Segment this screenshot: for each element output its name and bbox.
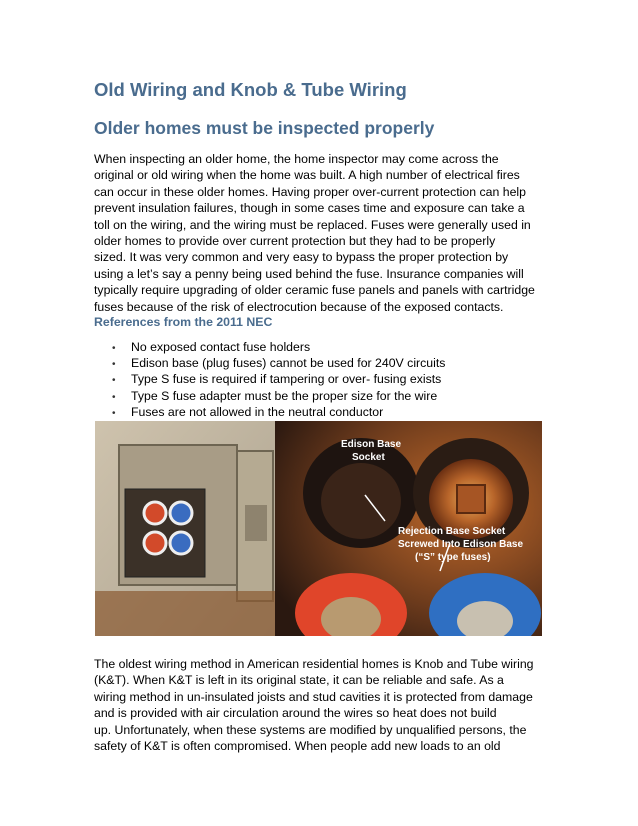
intro-paragraph [94,151,554,315]
list-item [112,339,445,355]
body-line: wiring method in un-insulated joists and stud cavities it is protected from damage [94,689,533,704]
list-item [112,371,445,387]
body-line: safety of K&T is often compromised. When people add new loads to an old [94,738,501,753]
rejection-base-label-line1: Rejection Base Socket [398,526,506,537]
list-item-text: Fuses are not allowed in the neutral conductor [131,404,384,419]
intro-line: typically require upgrading of older ceramic fuse panels and panels with cartridge [94,283,535,298]
list-item-text: Type S fuse adapter must be the proper size for the wire [131,388,438,403]
references-heading: References from the 2011 NEC [94,315,273,329]
intro-line: toll on the wiring, and the wiring must be replaced. Fuses were generally used in [94,217,531,232]
list-item [112,355,445,371]
edison-base-label-line1: Edison Base [341,439,402,450]
list-item-text: No exposed contact fuse holders [131,340,311,354]
references-list [112,339,445,420]
body-line: (K&T). When K&T is left in its original state, it can be reliable and safe. As a [94,673,504,688]
list-item [112,388,445,404]
intro-line: using a let’s say a penny being used behind the fuse. Insurance companies will [94,266,524,281]
body-line: and is provided with air circulation around the wires so heat does not build [94,706,497,721]
fuse-panel-photo [95,421,542,636]
page-title: Old Wiring and Knob & Tube Wiring [94,79,407,100]
list-item-text: Type S fuse is required if tampering or over- fusing exists [131,372,442,387]
list-item [112,404,445,420]
body-line: up. Unfortunately, when these systems are modified by unqualified persons, the [94,722,527,737]
edison-base-label-line2: Socket [352,452,385,463]
list-item-text: Edison base (plug fuses) cannot be used for 240V circuits [131,356,446,371]
intro-line: When inspecting an older home, the home inspector may come across the [94,152,499,166]
intro-line: sized. It was very common and very easy to bypass the proper protection by [94,250,509,265]
intro-line: prevent insulation failures, though in some cases time and exposure can take a [94,201,525,216]
bullet-icon: • [112,359,116,371]
bullet-icon: • [112,391,116,403]
intro-line: can occur in these older homes. Having proper over-current protection can help [94,184,526,199]
fuse-panel-left [95,421,275,636]
intro-line: older homes to provide over current protection but they had to be properly [94,233,496,248]
rejection-base-label-line3: (“S” type fuses) [415,552,491,563]
intro-line: fuses because of the risk of electrocution because of the exposed contacts. [94,299,504,314]
body-line: The oldest wiring method in American residential homes is Knob and Tube wiring [94,657,534,671]
bullet-icon: • [112,375,116,387]
bullet-icon: • [112,343,116,354]
intro-line: original or old wiring when the home was built. A high number of electrical fires [94,168,520,183]
rejection-base-label-line2: Screwed Into Edison Base [398,539,524,550]
page-subtitle: Older homes must be inspected properly [94,118,435,138]
knob-tube-paragraph [94,656,554,754]
bullet-icon: • [112,407,116,419]
